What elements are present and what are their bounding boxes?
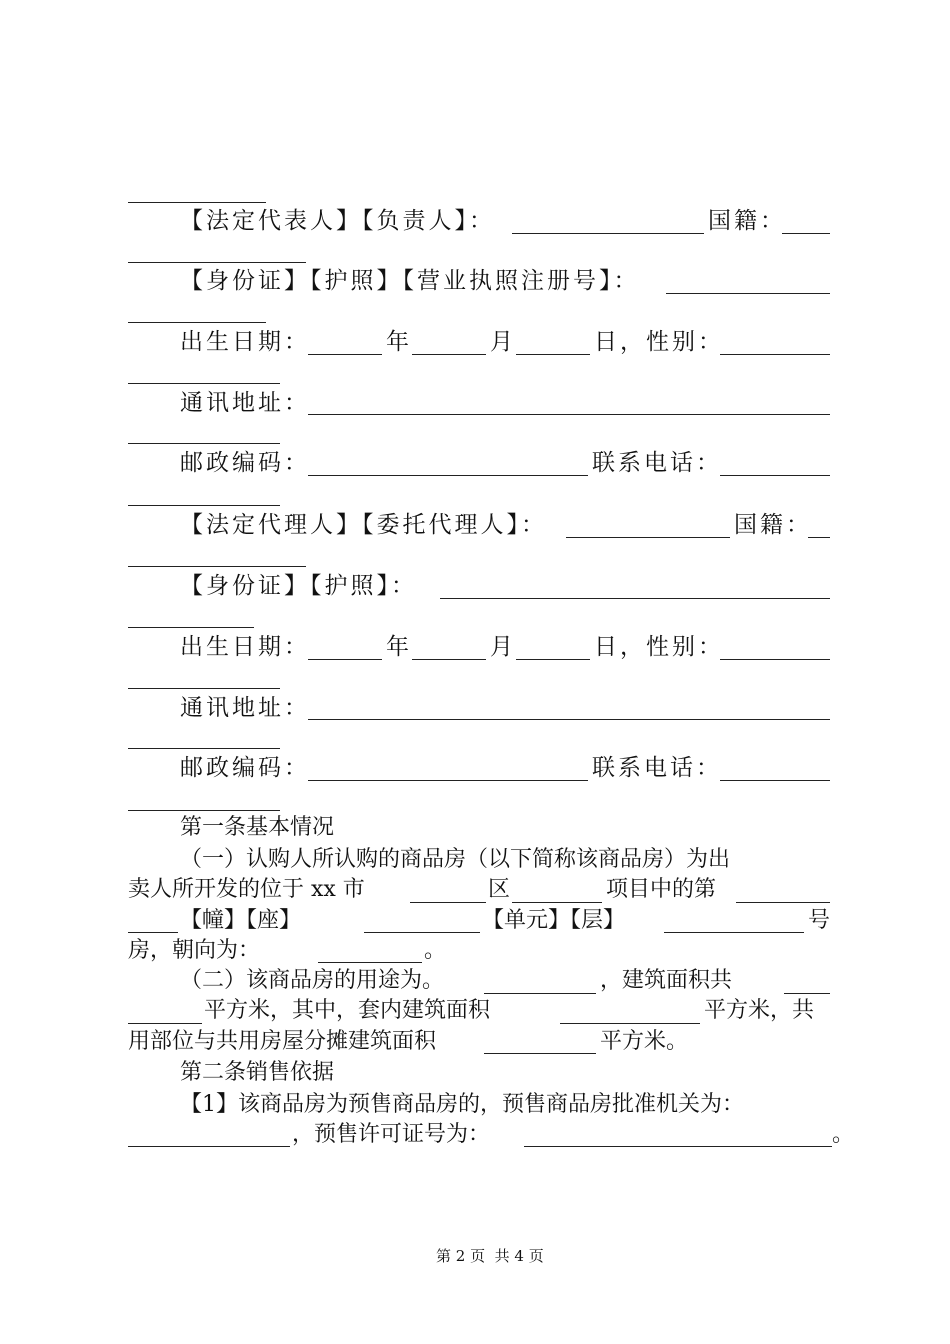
blank-line — [516, 354, 590, 355]
article1-text: 用部位与共用房屋分摊建筑面积 — [128, 1029, 437, 1054]
address-label: 通讯地址： — [180, 390, 310, 416]
blank-line — [128, 932, 178, 933]
blank-line — [720, 475, 830, 476]
blank-line — [308, 354, 382, 355]
blank-line — [512, 233, 704, 234]
blank-line — [664, 932, 804, 933]
month-label: 月 — [490, 634, 516, 660]
blank-line — [484, 993, 596, 994]
article1-text: 。 — [424, 938, 447, 963]
blank-line — [666, 293, 830, 294]
article1-text: 【幢】【座】 — [180, 908, 302, 933]
blank-line — [128, 202, 266, 203]
agent-id-label: 【身份证】【护照】： — [180, 573, 417, 599]
blank-line — [308, 475, 588, 476]
blank-line — [364, 932, 480, 933]
blank-line — [318, 962, 422, 963]
blank-line — [410, 902, 486, 903]
article2-text: 【1】该商品房为预售商品房的，预售商品房批准机关为： — [180, 1092, 744, 1117]
article1-text: 项目中的第 — [606, 877, 717, 902]
article1-text: ，建筑面积共 — [600, 968, 733, 993]
blank-line — [308, 780, 588, 781]
phone-label: 联系电话： — [592, 755, 722, 781]
article1-text: 平方米，其中，套内建筑面积 — [204, 998, 491, 1023]
blank-line — [736, 902, 830, 903]
nationality-label: 国籍： — [708, 208, 786, 234]
seller-rep-label: 【法定代表人】【负责人】： — [180, 208, 495, 234]
blank-line — [720, 780, 830, 781]
blank-line — [808, 537, 830, 538]
blank-line — [560, 1023, 700, 1024]
blank-line — [516, 659, 590, 660]
blank-line — [412, 659, 486, 660]
blank-line — [128, 322, 266, 323]
article1-text: 平方米。 — [600, 1029, 689, 1054]
blank-line — [128, 810, 280, 811]
article2-text: ，预售许可证号为： — [292, 1122, 491, 1147]
phone-label: 联系电话： — [592, 450, 722, 476]
blank-line — [128, 688, 280, 689]
article1-text: （二）该商品房的用途为。 — [180, 968, 445, 993]
blank-line — [128, 1023, 202, 1024]
blank-line — [128, 262, 306, 263]
address-label: 通讯地址： — [180, 695, 310, 721]
blank-line — [128, 627, 254, 628]
postcode-label: 邮政编码： — [180, 755, 310, 781]
blank-line — [784, 993, 830, 994]
blank-line — [720, 354, 830, 355]
page-indicator: 第 2 页 共 4 页 — [436, 1247, 544, 1265]
month-label: 月 — [490, 329, 516, 355]
day-gender-label: 日，性别： — [594, 634, 724, 660]
blank-line — [128, 748, 280, 749]
article1-text: 平方米，共 — [704, 998, 815, 1023]
article1-text: 房，朝向为： — [128, 938, 261, 963]
blank-line — [524, 1146, 832, 1147]
article1-text: 卖人所开发的位于 xx 市 — [128, 877, 365, 902]
blank-line — [782, 233, 830, 234]
agent-label: 【法定代理人】【委托代理人】： — [180, 512, 547, 538]
blank-line — [308, 719, 830, 720]
blank-line — [512, 902, 602, 903]
blank-line — [720, 659, 830, 660]
dob-label: 出生日期： — [180, 329, 310, 355]
postcode-label: 邮政编码： — [180, 450, 310, 476]
blank-line — [128, 505, 280, 506]
blank-line — [128, 443, 280, 444]
article1-text: 号 — [808, 908, 831, 933]
article1-text: 【单元】【层】 — [482, 908, 626, 933]
blank-line — [128, 383, 280, 384]
article2-heading: 第二条销售依据 — [180, 1060, 335, 1085]
blank-line — [128, 1146, 290, 1147]
day-gender-label: 日，性别： — [594, 329, 724, 355]
year-label: 年 — [386, 329, 412, 355]
blank-line — [440, 598, 830, 599]
article1-heading: 第一条基本情况 — [180, 815, 335, 840]
blank-line — [566, 537, 730, 538]
article1-text: 区 — [488, 877, 511, 902]
article2-text: 。 — [832, 1122, 855, 1147]
blank-line — [308, 414, 830, 415]
blank-line — [412, 354, 486, 355]
nationality-label: 国籍： — [734, 512, 812, 538]
blank-line — [308, 659, 382, 660]
dob-label: 出生日期： — [180, 634, 310, 660]
blank-line — [128, 566, 306, 567]
year-label: 年 — [386, 634, 412, 660]
article1-text: （一）认购人所认购的商品房（以下简称该商品房）为出 — [180, 847, 731, 872]
blank-line — [484, 1053, 596, 1054]
seller-id-label: 【身份证】【护照】【营业执照注册号】： — [180, 268, 640, 294]
